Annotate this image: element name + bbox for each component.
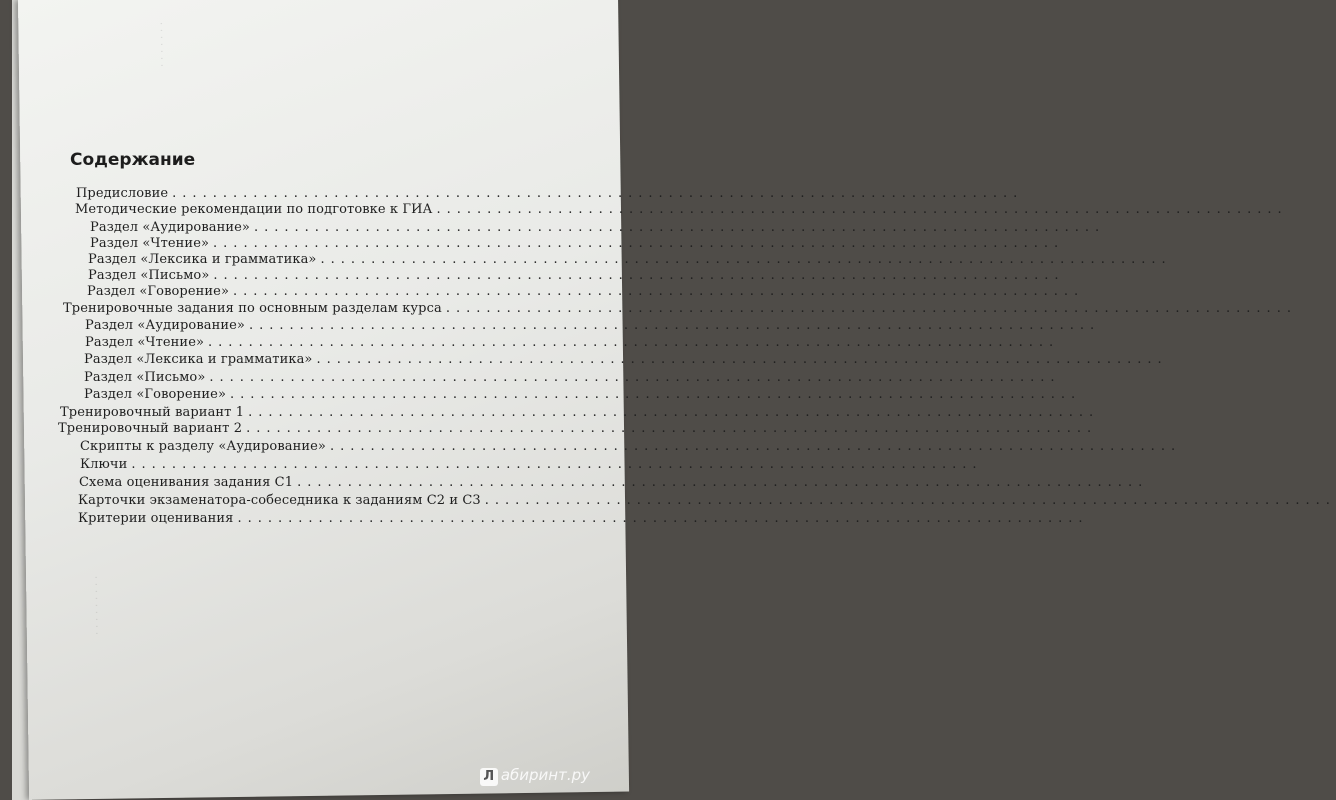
toc-entry [85,335,1060,350]
toc-entry [87,284,1085,299]
toc-entry [80,457,983,472]
toc-entry-label: Карточки экзаменатора-собеседника к заданиям С2 и С3 [78,493,481,508]
toc-entry [84,370,1061,385]
toc-entry-label: Тренировочные задания по основным разделам курса [63,301,442,316]
toc-entry [60,405,1100,420]
toc-entry-label: Раздел «Аудирование» [85,318,245,333]
dot-leader: .................................................................................... [131,457,983,472]
dot-leader: .................................................................................... [297,475,1149,490]
toc-entry [80,439,1182,454]
dot-leader: .................................................................................... [209,370,1061,385]
watermark-text: абиринт.ру [500,766,590,784]
toc-entry-label: Тренировочный вариант 1 [60,405,245,420]
dot-leader: .................................................................................... [248,405,1100,420]
toc-entry-label: Скрипты к разделу «Аудирование» [80,439,326,454]
dot-leader: .................................................................................... [484,493,1336,508]
toc-entry-label: Схема оценивания задания С1 [79,475,294,490]
dot-leader: .................................................................................... [254,220,1106,235]
dot-leader: .................................................................................... [329,439,1182,454]
toc-entry [84,352,1168,367]
toc-entry-label: Предисловие [76,186,169,201]
bleed-through-text-lower: · · · · · · · · · [89,575,104,636]
toc-entry-label: Раздел «Лексика и грамматика» [84,352,313,367]
toc-entry-label: Раздел «Говорение» [87,284,230,299]
toc-entry [76,186,1024,201]
dot-leader: .................................................................................... [445,301,1297,316]
toc-entry [84,387,1082,402]
labirint-logo-icon: Л [480,768,498,786]
toc-entry-label: Критерии оценивания [78,511,234,526]
toc-entry [88,268,1065,283]
dot-leader: .................................................................................... [230,387,1082,402]
toc-entry [78,493,1336,508]
page-title: Содержание [70,150,196,170]
toc-entry [78,511,1089,526]
bleed-through-text: · · · · · · · [154,21,169,68]
toc-entry [90,220,1106,235]
toc-entry [90,236,1065,251]
toc-entry-label: Раздел «Чтение» [85,335,205,350]
dot-leader: .................................................................................... [233,284,1085,299]
dot-leader: .................................................................................... [436,202,1288,217]
dot-leader: .................................................................................... [213,236,1065,251]
toc-entry [58,421,1098,436]
toc-entry-label: Раздел «Письмо» [88,268,210,283]
dot-leader: .................................................................................... [237,511,1089,526]
dot-leader: .................................................................................... [213,268,1065,283]
toc-entry-label: Методические рекомендации по подготовке к ГИА [75,202,433,217]
toc-entry-label: Раздел «Говорение» [84,387,227,402]
toc-entry [63,301,1297,316]
toc-entry [85,318,1101,333]
dot-leader: .................................................................................... [172,186,1024,201]
toc-entry [88,252,1172,267]
dot-leader: .................................................................................... [208,335,1060,350]
dot-leader: .................................................................................... [249,318,1101,333]
toc-entry-label: Раздел «Лексика и грамматика» [88,252,317,267]
toc-entry [79,475,1149,490]
labirint-watermark [480,766,590,786]
toc-entry-label: Тренировочный вариант 2 [58,421,243,436]
toc-entry-label: Раздел «Аудирование» [90,220,250,235]
dot-leader: .................................................................................... [316,352,1168,367]
toc-entry-label: Раздел «Письмо» [84,370,206,385]
toc-entry [75,202,1288,217]
toc-entry-label: Раздел «Чтение» [90,236,210,251]
dot-leader: .................................................................................... [246,421,1098,436]
toc-entry-label: Ключи [80,457,128,472]
dot-leader: .................................................................................... [320,252,1172,267]
